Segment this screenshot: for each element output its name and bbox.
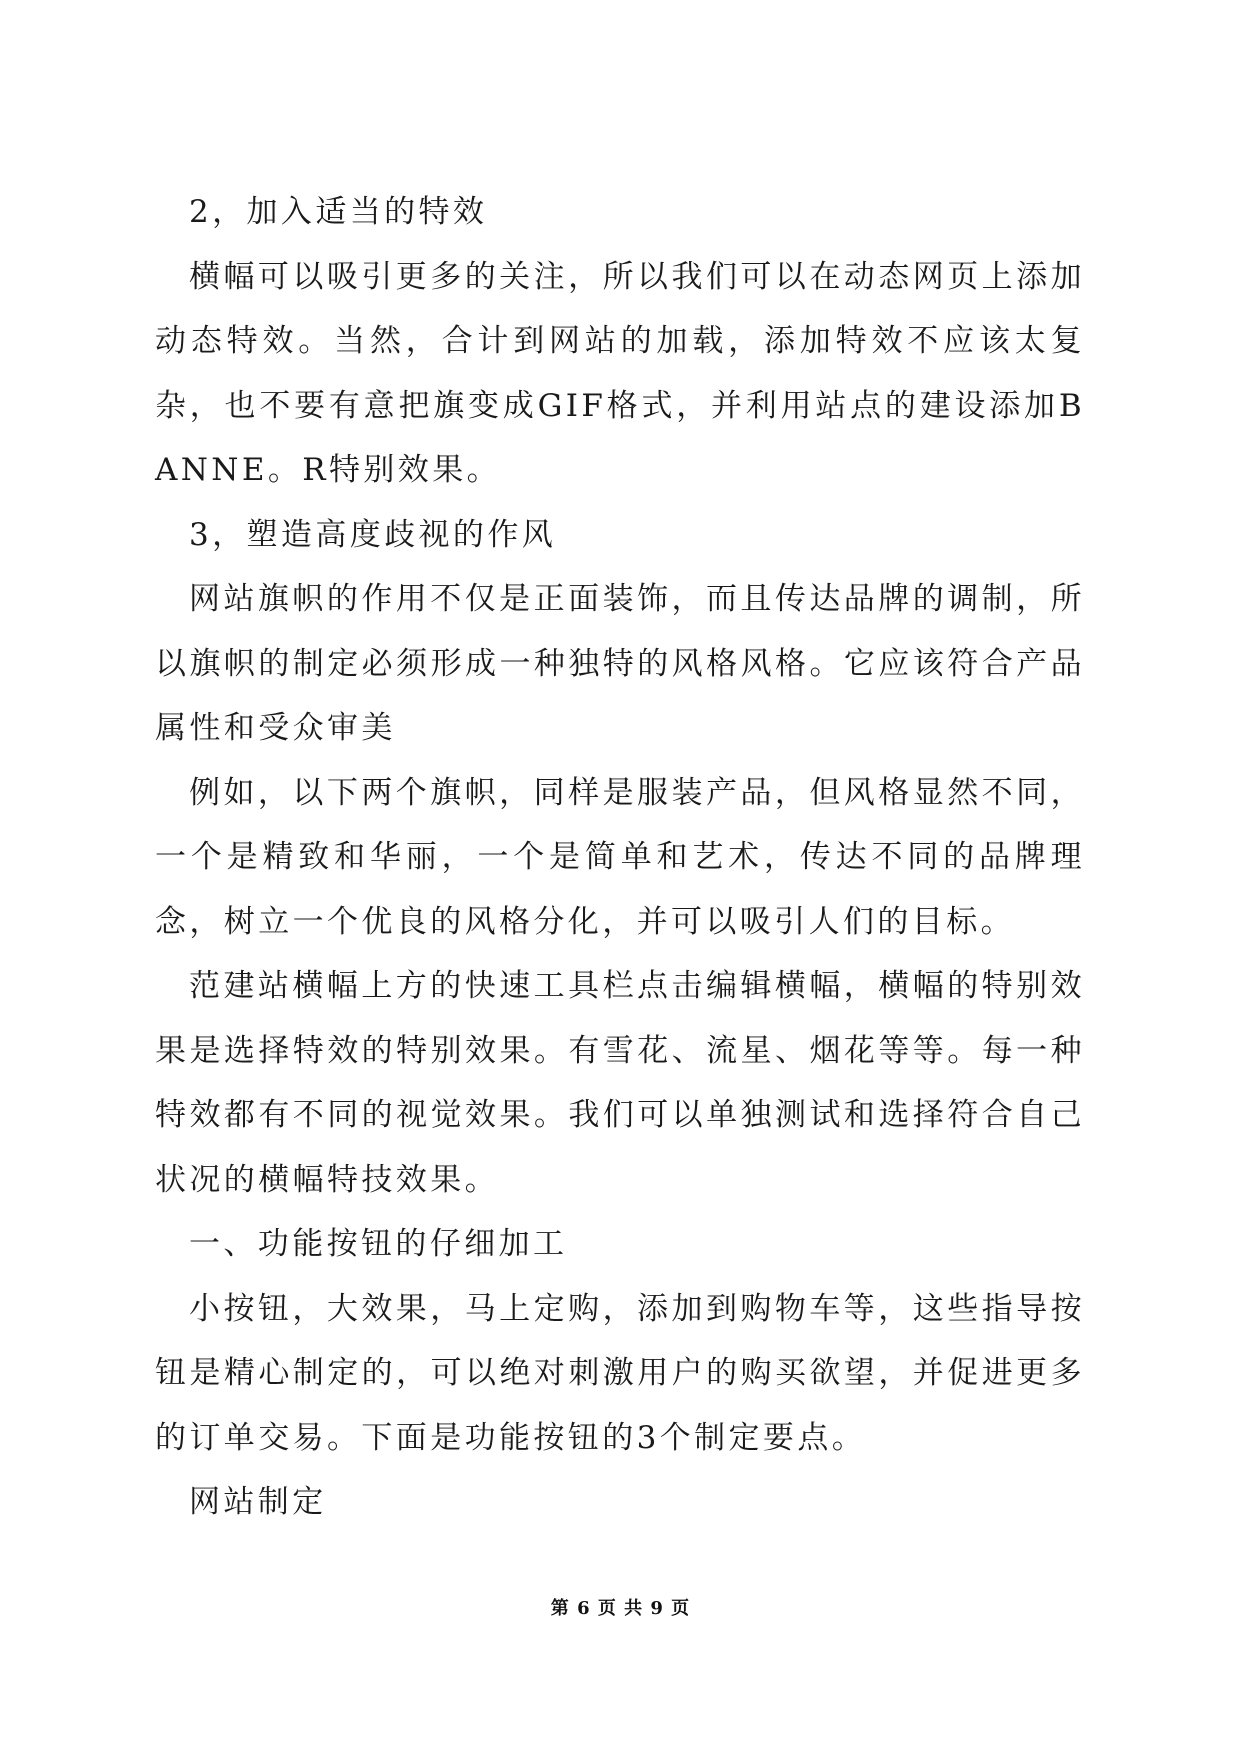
body-paragraph: 范建站横幅上方的快速工具栏点击编辑横幅，横幅的特别效果是选择特效的特别效果。有雪花、流星、烟花等等。每一种特效都有不同的视觉效果。我们可以单独测试和选择符合自己状况的横幅特技效果。 [155,968,1085,1198]
section-heading: 3，塑造高度歧视的作风 [189,516,557,553]
body-paragraph: 例如，以下两个旗帜，同样是服装产品，但风格显然不同，一个是精致和华丽，一个是简单和艺术，传达不同的品牌理念，树立一个优良的风格分化，并可以吸引人们的目标。 [155,774,1085,940]
document-body [155,180,1085,1535]
body-paragraph: 横幅可以吸引更多的关注，所以我们可以在动态网页上添加动态特效。当然，合计到网站的加载，添加特效不应该太复杂，也不要有意把旗变成GIF格式，并利用站点的建设添加BANNE。R特别效果。 [155,258,1085,488]
section-heading: 2，加入适当的特效 [189,194,488,230]
section-heading: 一、功能按钮的仔细加工 [189,1226,568,1262]
page-number-footer: 第 6 页 共 9 页 [550,1598,691,1619]
body-paragraph: 网站旗帜的作用不仅是正面装饰，而且传达品牌的调制，所以旗帜的制定必须形成一种独特的风格风格。它应该符合产品属性和受众审美 [155,581,1085,746]
body-paragraph: 小按钮，大效果，马上定购，添加到购物车等，这些指导按钮是精心制定的，可以绝对刺激用户的购买欲望，并促进更多的订单交易。下面是功能按钮的3个制定要点。 [155,1290,1085,1456]
section-heading: 网站制定 [189,1484,327,1520]
